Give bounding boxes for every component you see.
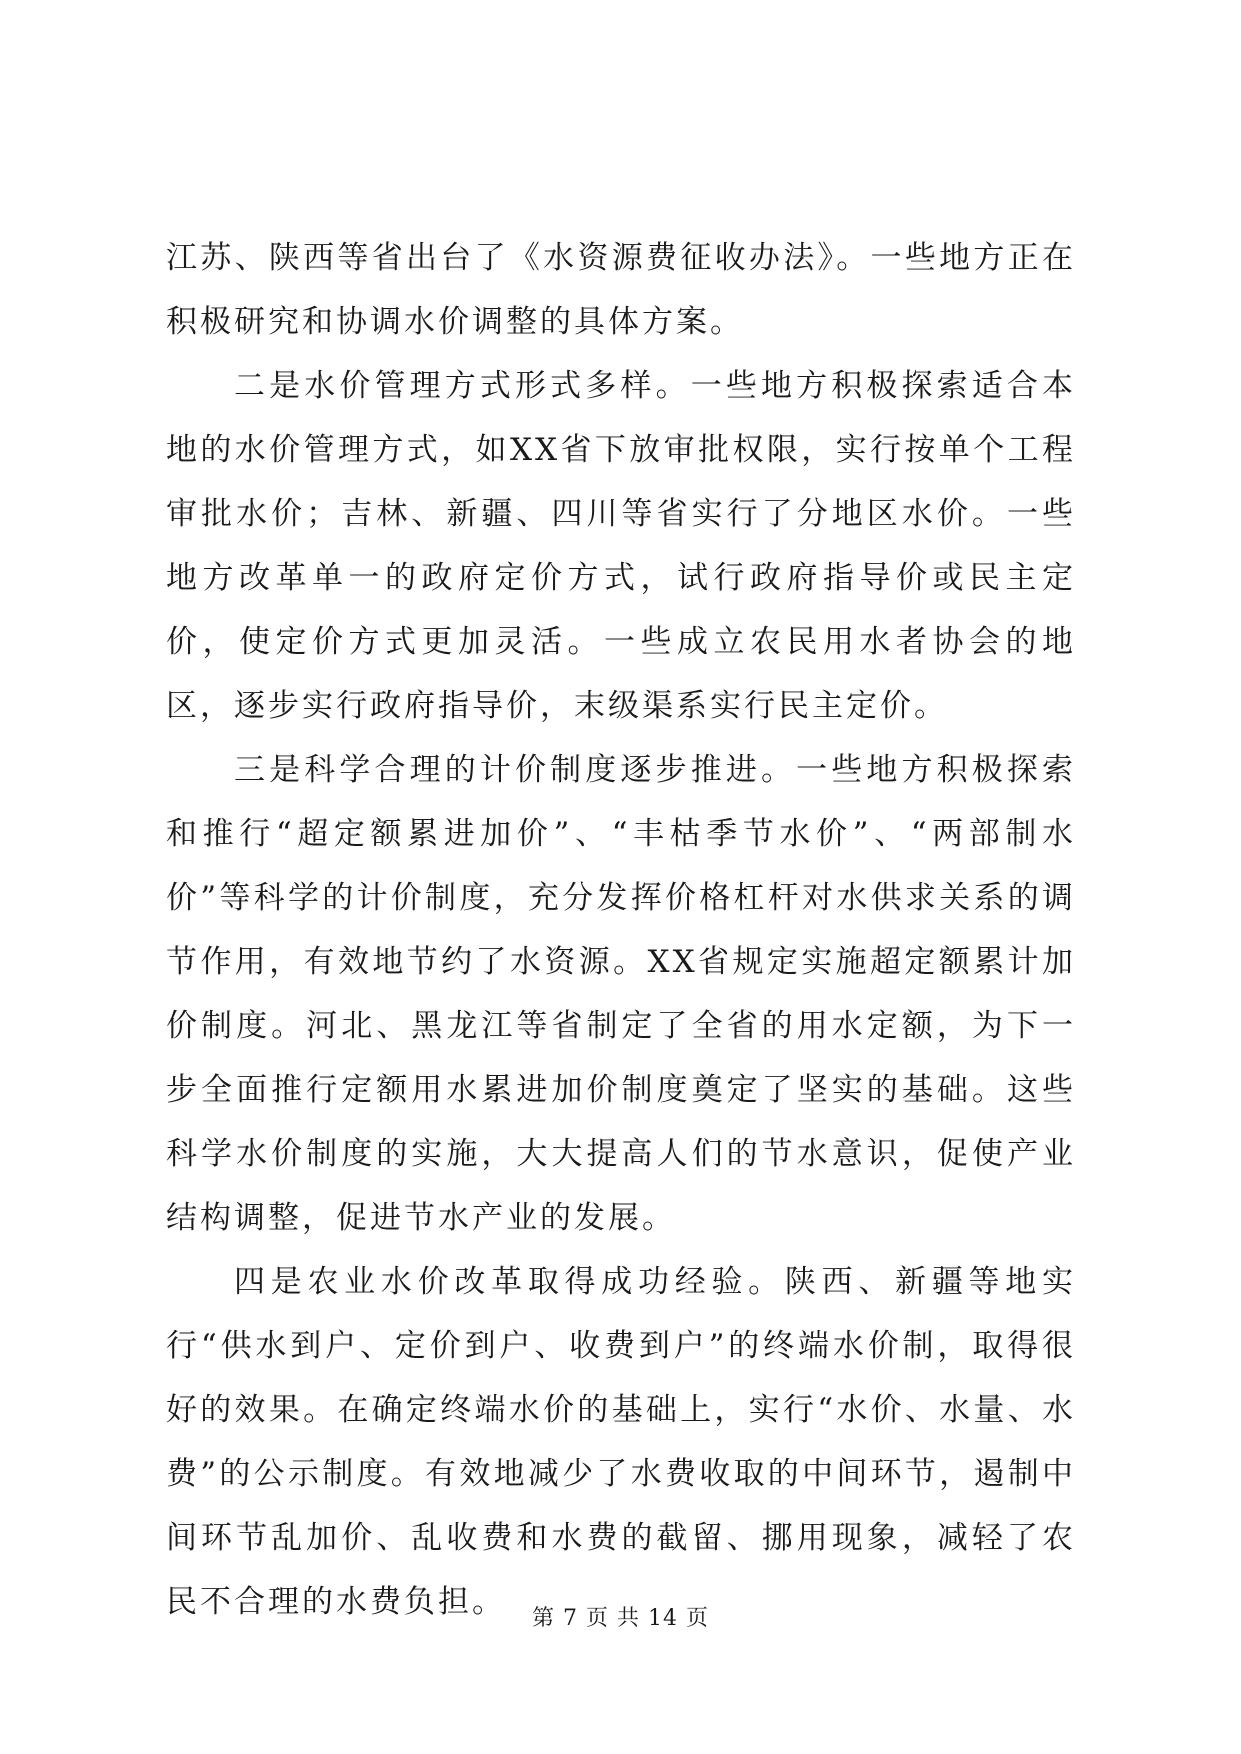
paragraph-point-three: 三是科学合理的计价制度逐步推进。一些地方积极探索和推行“超定额累进加价”、“丰枯季节水价”、“两部制水价”等科学的计价制度，充分发挥价格杠杆对水供求关系的调节作用，有效地节约了水资源。XX省规定实施超定额累计加价制度。河北、黑龙江等省制定了全省的用水定额，为下一步全面推行定额用水累进加价制度奠定了坚实的基础。这些科学水价制度的实施，大大提高人们的节水意识，促使产业结构调整，促进节水产业的发展。: [166, 752, 1076, 1236]
paragraph-continuation: 江苏、陕西等省出台了《水资源费征收办法》。一些地方正在积极研究和协调水价调整的具体方案。: [166, 240, 1076, 340]
body-text: [166, 226, 1076, 1634]
page-number-footer: 第 7 页 共 14 页: [532, 1606, 709, 1631]
paragraph-point-two: 二是水价管理方式形式多样。一些地方积极探索适合本地的水价管理方式，如XX省下放审批权限，实行按单个工程审批水价；吉林、新疆、四川等省实行了分地区水价。一些地方改革单一的政府定价方式，试行政府指导价或民主定价，使定价方式更加灵活。一些成立农民用水者协会的地区，逐步实行政府指导价，末级渠系实行民主定价。: [166, 368, 1076, 724]
paragraph-point-four: 四是农业水价改革取得成功经验。陕西、新疆等地实行“供水到户、定价到户、收费到户”的终端水价制，取得很好的效果。在确定终端水价的基础上，实行“水价、水量、水费”的公示制度。有效地减少了水费收取的中间环节，遏制中间环节乱加价、乱收费和水费的截留、挪用现象，减轻了农民不合理的水费负担。: [166, 1264, 1076, 1620]
